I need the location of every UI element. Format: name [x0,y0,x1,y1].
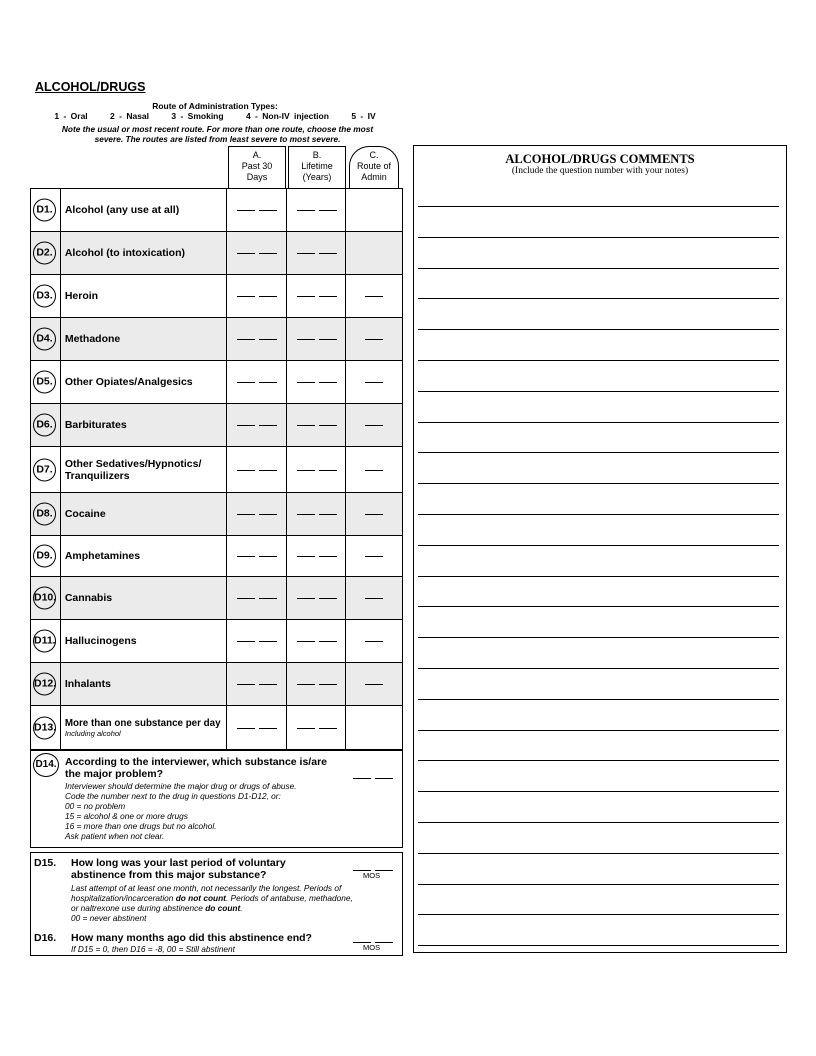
instruction-line: Code the number next to the drug in questions D1-D12, or: [65,791,281,801]
answer-blank[interactable] [237,470,277,471]
answer-blank[interactable] [237,253,277,254]
question-instructions [71,883,353,923]
route-types-list [0,111,430,121]
cell-lifetime-years [287,404,347,446]
answer-blank[interactable] [237,339,277,340]
column-label: Days [246,172,268,182]
substance-label: Barbiturates [64,419,127,431]
cell-lifetime-years [287,447,347,492]
question-number: D16. [34,932,57,944]
comment-line[interactable] [418,206,779,207]
cell-past-30-days [227,663,287,705]
column-letter: A. [252,150,262,160]
cell-lifetime-years [287,536,347,576]
answer-blank[interactable] [297,684,337,685]
row-number-cell [31,232,61,274]
row-number: D13. [33,716,56,739]
cell-route-of-admin [346,536,402,576]
substance-row [31,404,402,447]
row-number: D3. [33,285,56,308]
answer-blank[interactable] [297,382,337,383]
answer-blank[interactable] [365,296,383,297]
cell-route-of-admin [346,232,402,274]
column-header-lifetime-years [288,146,346,188]
cell-past-30-days [227,706,287,749]
substance-label: More than one substance per day [64,717,221,729]
row-number: D7. [33,458,56,481]
row-number-cell [31,404,61,446]
comment-line[interactable] [418,422,779,423]
substance-table [30,188,403,750]
unit-label: MOS [363,871,381,880]
answer-blank[interactable] [297,296,337,297]
row-number-cell [31,620,61,662]
question-d15-d16 [30,852,403,956]
row-number-cell [31,663,61,705]
row-number-cell [31,275,61,317]
row-number-cell [31,493,61,535]
answer-blank[interactable] [237,598,277,599]
substance-row [31,706,402,749]
substance-label: Amphetamines [64,550,141,562]
row-number-cell [31,706,61,749]
row-number-cell [31,361,61,403]
comment-line[interactable] [418,606,779,607]
answer-blank[interactable] [365,556,383,557]
substance-label: Inhalants [64,678,111,690]
cell-route-of-admin [346,663,402,705]
answer-blank[interactable] [297,253,337,254]
substance-label-cell [61,663,227,705]
substance-row [31,232,402,275]
row-number: D9. [33,545,56,568]
substance-label-cell [61,536,227,576]
cell-past-30-days [227,404,287,446]
cell-route-of-admin [346,361,402,403]
comment-line[interactable] [418,391,779,392]
route-note-line: severe. The routes are listed from least severe to most severe. [94,134,341,144]
row-number-cell [31,189,61,231]
substance-label-cell [61,232,227,274]
row-number: D1. [33,199,56,222]
question-instructions: If D15 = 0, then D16 = -8, 00 = Still abstinent [71,944,235,954]
substance-row [31,663,402,706]
question-line: How long was your last period of voluntary [71,857,286,869]
comment-line[interactable] [418,483,779,484]
instruction-line: 15 = alcohol & one or more drugs [65,811,188,821]
route-type: 2 - Nasal [110,111,150,121]
comment-line[interactable] [418,268,779,269]
route-note-line: Note the usual or most recent route. For more than one route, choose the most [61,124,374,134]
cell-route-of-admin [346,404,402,446]
question-line: According to the interviewer, which substance is/are [65,756,327,768]
row-number: D2. [33,242,56,265]
substance-label-cell [61,493,227,535]
answer-blank[interactable] [297,598,337,599]
answer-blank[interactable] [297,339,337,340]
answer-blank[interactable] [237,641,277,642]
route-note [30,124,405,144]
row-number: D6. [33,414,56,437]
column-label: Lifetime [301,161,333,171]
cell-lifetime-years [287,189,347,231]
cell-past-30-days [227,493,287,535]
answer-blank[interactable] [365,514,383,515]
question-number: D14. [33,753,59,777]
column-header-past-30-days [228,146,286,188]
comment-line[interactable] [418,637,779,638]
cell-route-of-admin [346,275,402,317]
cell-route-of-admin [346,706,402,749]
substance-label-cell [61,189,227,231]
comment-line[interactable] [418,668,779,669]
cell-route-of-admin [346,493,402,535]
substance-label-cell [61,577,227,619]
comments-title: ALCOHOL/DRUGS COMMENTS [505,152,695,166]
substance-label-cell [61,620,227,662]
question-number: D15. [34,857,57,869]
substance-label: Heroin [64,290,99,302]
row-number-cell [31,536,61,576]
substance-label-cell [61,275,227,317]
substance-note: Including alcohol [64,728,121,738]
substance-label: Cannabis [64,592,113,604]
cell-past-30-days [227,447,287,492]
question-text: How many months ago did this abstinence end? [71,932,312,944]
answer-blank[interactable] [365,382,383,383]
cell-past-30-days [227,361,287,403]
answer-blank[interactable] [237,728,277,729]
substance-row [31,577,402,620]
question-text [71,857,286,881]
question-instructions [65,781,297,841]
answer-blank[interactable] [365,339,383,340]
cell-past-30-days [227,189,287,231]
instruction-line: hospitalization/incarceration do not count. Periods of antabuse, methadone, [71,893,353,903]
column-label: Admin [361,172,387,182]
comment-line[interactable] [418,329,779,330]
row-number: D10. [33,587,56,610]
cell-past-30-days [227,275,287,317]
route-types-header: Route of Administration Types: [152,101,278,111]
row-number: D11. [33,630,56,653]
column-label: (Years) [302,172,332,182]
substance-row [31,189,402,232]
row-number: D4. [33,328,56,351]
answer-blank[interactable] [237,684,277,685]
substance-row [31,447,402,493]
answer-blank[interactable] [297,556,337,557]
cell-route-of-admin [346,318,402,360]
substance-row [31,493,402,536]
cell-past-30-days [227,536,287,576]
answer-blank[interactable] [297,210,337,211]
substance-row [31,318,402,361]
substance-row [31,361,402,404]
comment-line[interactable] [418,914,779,915]
cell-past-30-days [227,318,287,360]
comment-line[interactable] [418,884,779,885]
row-number: D5. [33,371,56,394]
answer-blank[interactable] [297,425,337,426]
comment-line[interactable] [418,791,779,792]
column-label: Route of [356,161,392,171]
cell-past-30-days [227,620,287,662]
route-type: 4 - Non-IV injection [245,111,329,121]
substance-row [31,620,402,663]
cell-route-of-admin [346,620,402,662]
question-line: the major problem? [65,768,164,780]
column-letter: C. [369,150,379,160]
answer-blank[interactable] [297,470,337,471]
substance-label-cell [61,447,227,492]
column-letter: B. [312,150,322,160]
comment-line[interactable] [418,945,779,946]
substance-label: Alcohol (to intoxication) [64,247,185,259]
comment-line[interactable] [418,237,779,238]
comment-line[interactable] [418,822,779,823]
answer-blank[interactable] [365,598,383,599]
answer-blank[interactable] [297,728,337,729]
answer-blank[interactable] [237,210,277,211]
comment-line[interactable] [418,545,779,546]
cell-lifetime-years [287,232,347,274]
instruction-line: 16 = more than one drugs but no alcohol. [65,821,217,831]
row-number: D8. [33,503,56,526]
substance-label: Methadone [64,333,121,345]
cell-route-of-admin [346,447,402,492]
column-label: Past 30 [241,161,273,171]
question-text [65,756,327,780]
cell-past-30-days [227,577,287,619]
row-number-cell [31,577,61,619]
answer-blank[interactable] [365,470,383,471]
route-type: 1 - Oral [54,111,88,121]
comment-line[interactable] [418,760,779,761]
answer-blank[interactable] [237,425,277,426]
substance-label: Hallucinogens [64,635,137,647]
substance-label: Alcohol (any use at all) [64,204,180,216]
substance-label-cell [61,361,227,403]
question-d14 [30,750,403,848]
cell-route-of-admin [346,577,402,619]
instruction-line: 00 = never abstinent [71,913,147,923]
comment-line[interactable] [418,730,779,731]
substance-label: Other Sedatives/Hypnotics/ Tranquilizers [64,457,202,482]
comment-line[interactable] [418,699,779,700]
substance-row [31,275,402,318]
substance-label-cell [61,706,227,749]
cell-past-30-days [227,232,287,274]
question-line: abstinence from this major substance? [71,869,267,881]
cell-lifetime-years [287,318,347,360]
answer-blank[interactable] [237,556,277,557]
substance-label: Other Opiates/Analgesics [64,376,193,388]
instruction-line: or naltrexone use during abstinence do count. [71,903,243,913]
substance-label-cell [61,404,227,446]
comment-line[interactable] [418,853,779,854]
answer-blank[interactable] [365,641,383,642]
answer-blank[interactable] [237,296,277,297]
instruction-line: Ask patient when not clear. [65,831,165,841]
substance-row [31,536,402,577]
cell-lifetime-years [287,706,347,749]
comment-line[interactable] [418,576,779,577]
cell-lifetime-years [287,577,347,619]
cell-lifetime-years [287,275,347,317]
column-header-route-of-admin [349,146,399,188]
answer-blank[interactable] [365,425,383,426]
comments-subtitle: (Include the question number with your notes) [511,166,689,176]
answer-blank[interactable] [353,778,393,779]
page-title: ALCOHOL/DRUGS [35,80,146,94]
comment-line[interactable] [418,452,779,453]
substance-label-cell [61,318,227,360]
answer-blank[interactable] [237,514,277,515]
row-number: D12. [33,673,56,696]
answer-blank[interactable] [297,641,337,642]
answer-blank[interactable] [297,514,337,515]
instruction-line: Interviewer should determine the major drug or drugs of abuse. [65,781,297,791]
substance-label: Cocaine [64,508,106,520]
unit-label: MOS [363,943,381,952]
route-type: 3 - Smoking [171,111,224,121]
comments-box [413,145,787,953]
answer-blank[interactable] [365,684,383,685]
row-number-cell [31,447,61,492]
cell-lifetime-years [287,620,347,662]
cell-lifetime-years [287,493,347,535]
answer-blank[interactable] [237,382,277,383]
cell-lifetime-years [287,663,347,705]
instruction-line: Last attempt of at least one month, not necessarily the longest. Periods of [71,883,342,893]
instruction-line: 00 = no problem [65,801,126,811]
route-type: 5 - IV [351,111,376,121]
row-number-cell [31,318,61,360]
comment-line[interactable] [418,514,779,515]
cell-route-of-admin [346,189,402,231]
cell-lifetime-years [287,361,347,403]
comment-line[interactable] [418,298,779,299]
comment-line[interactable] [418,360,779,361]
